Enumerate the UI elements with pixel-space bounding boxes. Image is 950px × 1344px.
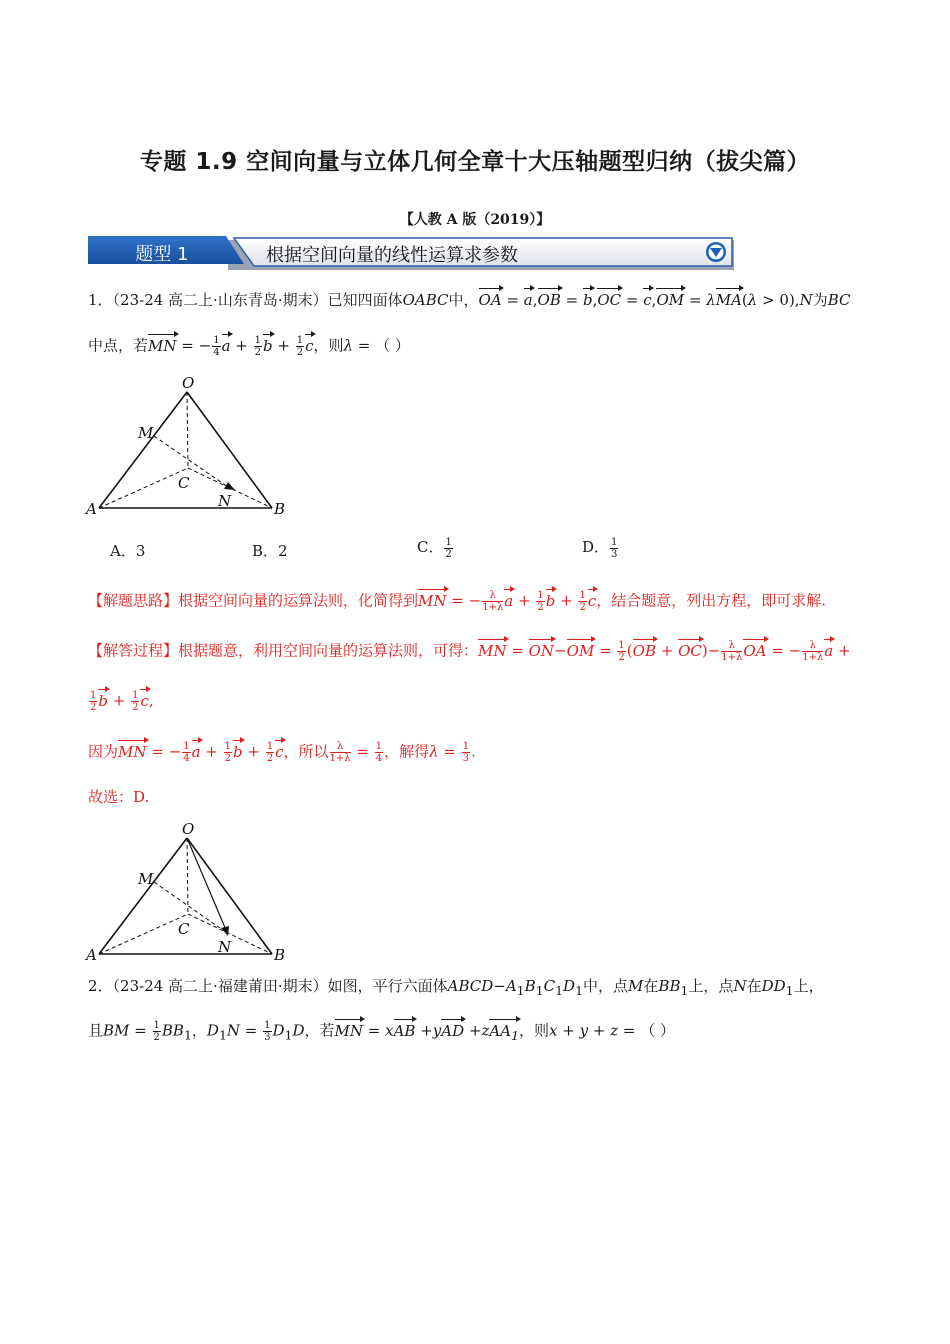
solution-answer: 故选：D.	[88, 788, 150, 806]
solution-process-line2: $\frac{1}{2}$ b + $\frac{1}{2}$ c,	[90, 690, 154, 713]
fig1-label-o: O	[182, 374, 195, 392]
fig1-label-m: M	[138, 424, 154, 442]
tetrahedron-figure-1	[82, 372, 292, 522]
fig2-label-b: B	[274, 946, 286, 964]
fig1-label-b: B	[274, 500, 286, 518]
q2-line1: 2．（23-24 高二上·福建莆田·期末）如图，平行六面体$ABCD-A_1B_1C_1D_1$中，点M在$BB_1$上，点N在$DD_1$上，	[88, 977, 824, 998]
tetrahedron-figure-2	[82, 818, 292, 968]
fig1-label-c: C	[178, 474, 190, 492]
q1-line1: 1．（23-24 高二上·山东青岛·期末）已知四面体OABC中，OA = a,OB = b,OC = c,OM = λMA(λ > 0),N为BC	[88, 291, 851, 309]
option-d[interactable]: D． $\frac{1}{3}$	[582, 536, 618, 560]
solution-because: 因为MN = − $\frac{1}{4}$ a + $\frac{1}{2}$ b + $\frac{1}{2}$ c，所以 $\frac{\lambda}{1+\lambda}$ = $\frac{1}{4}$ ，解得λ = $\frac{1}{3}$ .	[88, 741, 476, 764]
solution-hint: 【解题思路】根据空间向量的运算法则，化简得到MN = − $\frac{\lambda}{1+\lambda}$ a + $\frac{1}{2}$ b + $\frac{1}{2}$ c，结合题意，列出方程，即可求解.	[88, 590, 827, 613]
fig2-label-o: O	[182, 820, 195, 838]
banner-text: 根据空间向量的线性运算求参数	[266, 245, 518, 266]
option-c[interactable]: C． $\frac{1}{2}$	[417, 536, 452, 560]
fig1-label-a: A	[86, 500, 97, 518]
page-title: 专题 1.9 空间向量与立体几何全章十大压轴题型归纳（拔尖篇）	[139, 149, 811, 175]
banner-label: 题型 1	[135, 244, 189, 265]
edition-label: 【人教 A 版（2019）】	[399, 212, 551, 228]
fig1-label-n: N	[218, 492, 232, 510]
q1-line2: 中点，若MN = − $\frac{1}{4}$ a + $\frac{1}{2}$ b + $\frac{1}{2}$ c，则λ = （ ）	[88, 335, 410, 358]
fig2-label-n: N	[218, 938, 232, 956]
option-a[interactable]: A．3	[110, 542, 146, 560]
fig2-label-m: M	[138, 870, 154, 888]
fig2-label-c: C	[178, 920, 190, 938]
option-b[interactable]: B．2	[252, 542, 288, 560]
solution-process-line1: 【解答过程】根据题意，利用空间向量的运算法则，可得：MN = ON−OM = $\frac{1}{2}$ (OB + OC)− $\frac{\lambda}{1+\lambda}$ OA = − $\frac{\lambda}{1+\lambda}$ a +	[88, 640, 851, 663]
q2-line2: 且BM = $\frac{1}{2}$ $BB_1$，$D_1N$ = $\frac{1}{3}$ $D_1D$，若MN = xAB +yAD +zAA$_1$，则x + y + z = （ ）	[88, 1020, 675, 1046]
fig2-label-a: A	[86, 946, 97, 964]
